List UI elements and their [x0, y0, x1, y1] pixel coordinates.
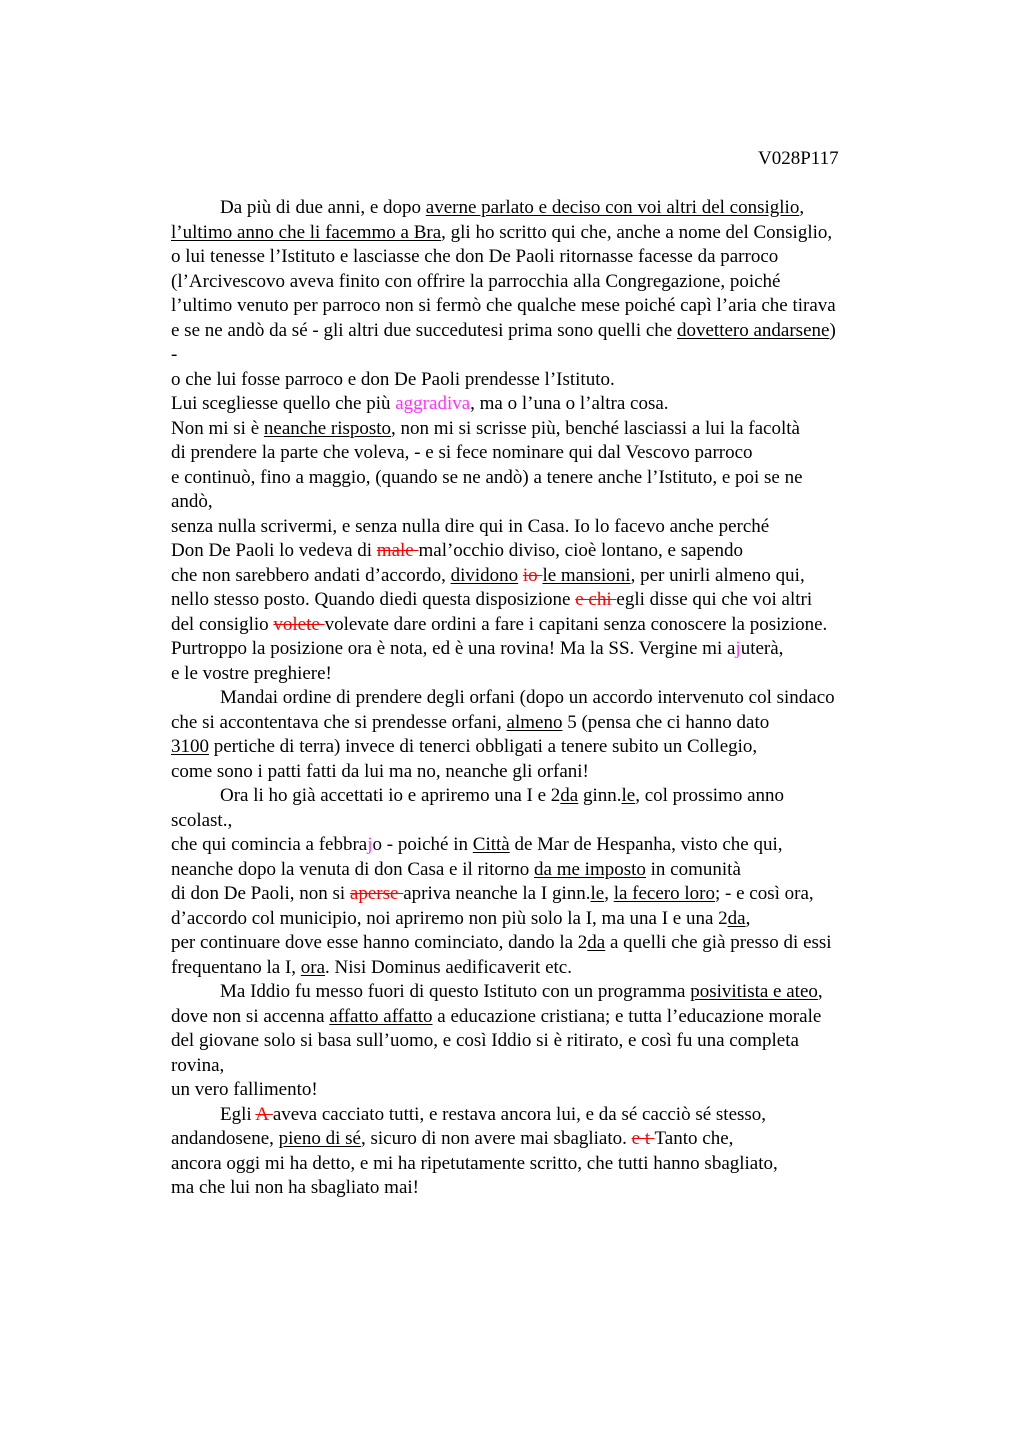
text-line: [171, 1176, 931, 1201]
text-segment: o - poiché in: [372, 834, 473, 855]
text-line: [171, 613, 931, 638]
text-segment: nello stesso posto. Quando diedi questa disposizione: [171, 589, 576, 610]
text-segment: aveva cacciato tutti, e restava ancora lui, e da sé cacciò sé stesso,: [272, 1103, 767, 1125]
text-segment: , non mi si scrisse più, benché lasciassi a lui la facoltà: [391, 417, 800, 439]
text-segment: o lui tenesse l’Istituto e lasciasse che don De Paoli ritornasse facesse da parroco: [171, 246, 779, 267]
text-segment: ,: [604, 883, 614, 904]
deleted-text: io: [522, 564, 543, 586]
underlined-text: averne parlato e deciso con voi altri del consiglio: [425, 197, 800, 218]
text-segment: l’ultimo venuto per parroco non si fermò che qualche mese poiché capì l’aria che tirava: [171, 295, 836, 316]
text-segment: Tanto che,: [654, 1128, 734, 1149]
text-line: [171, 931, 931, 956]
text-line: [171, 1005, 931, 1030]
text-segment: per continuare dove esse hanno cominciato, dando la 2: [171, 932, 588, 953]
text-line: [171, 907, 931, 932]
text-line: [171, 490, 931, 515]
text-line: [171, 711, 931, 736]
text-segment: egli disse qui che voi altri: [616, 589, 813, 610]
text-segment: di don De Paoli, non si: [171, 883, 350, 904]
underlined-text: pieno di sé: [278, 1128, 361, 1149]
text-segment: che non sarebbero andati d’accordo,: [171, 564, 451, 586]
underlined-text: le mansioni: [542, 564, 631, 586]
underlined-text: le: [590, 883, 605, 904]
text-segment: scolast.,: [171, 809, 233, 831]
text-segment: ma che lui non ha sbagliato mai!: [171, 1177, 419, 1198]
text-segment: frequentano la I,: [171, 956, 301, 978]
text-segment: che si accontentava che si prendesse orfani,: [171, 711, 507, 733]
text-segment: , ma o l’una o l’altra cosa.: [470, 393, 669, 414]
underlined-text: da me imposto: [534, 858, 646, 880]
inserted-text: j: [735, 638, 741, 659]
text-segment: in comunità: [645, 858, 741, 880]
text-line: [171, 515, 931, 540]
text-segment: Ora li ho già accettati io e apriremo una I e 2: [220, 785, 561, 806]
text-line: [171, 735, 931, 760]
text-segment: , per unirli almeno qui,: [630, 564, 805, 586]
text-line: [171, 760, 931, 785]
text-segment: e se ne andò da sé - gli altri due succedutesi prima sono quelli che: [171, 319, 677, 341]
deleted-text: volete: [273, 613, 325, 635]
underlined-text: da: [727, 907, 746, 929]
text-segment: dove non si accenna: [171, 1005, 330, 1027]
text-line: [171, 1127, 931, 1152]
text-segment: Lui scegliesse quello che più: [171, 393, 396, 414]
text-segment: a quelli che già presso di essi: [605, 932, 832, 953]
text-segment: e continuò, fino a maggio, (quando se ne andò) a tenere anche l’Istituto, e poi se ne: [171, 466, 803, 488]
text-segment: Non mi si è: [171, 417, 264, 439]
text-segment: un vero fallimento!: [171, 1079, 318, 1100]
text-segment: ,: [745, 907, 751, 929]
text-segment: ; - e così ora,: [714, 883, 814, 904]
text-line: [171, 858, 931, 883]
text-segment: rovina,: [171, 1054, 225, 1076]
text-segment: mal’occhio diviso, cioè lontano, e sapendo: [418, 540, 743, 561]
text-segment: come sono i patti fatti da lui ma no, neanche gli orfani!: [171, 760, 589, 782]
text-line: [171, 662, 931, 687]
text-line: [171, 417, 931, 442]
text-line: [171, 980, 931, 1005]
text-segment: Mandai ordine di prendere degli orfani (dopo un accordo intervenuto col sindaco: [220, 687, 835, 708]
underlined-text: almeno: [506, 711, 563, 733]
underlined-text: da: [560, 785, 579, 806]
text-segment: ,: [799, 197, 805, 218]
text-line: [171, 245, 931, 270]
text-line: [171, 441, 931, 466]
text-segment: e le vostre preghiere!: [171, 662, 332, 684]
underlined-text: dividono: [450, 564, 519, 586]
text-line: [171, 956, 931, 981]
text-segment: de Mar de Hespanha, visto che qui,: [509, 834, 783, 855]
text-segment: d’accordo col municipio, noi apriremo non più solo la I, ma una I e una 2: [171, 907, 728, 929]
text-line: [171, 294, 931, 319]
inserted-text: aggradiva: [395, 393, 471, 414]
text-segment: 5 (pensa che ci hanno dato: [562, 711, 770, 733]
text-segment: del giovane solo si basa sull’uomo, e così Iddio si è ritirato, e così fu una completa: [171, 1030, 799, 1051]
underlined-text: da: [587, 932, 606, 953]
text-line: [171, 809, 931, 834]
text-segment: del consiglio: [171, 613, 274, 635]
text-line: [171, 368, 931, 393]
text-segment: che qui comincia a febbra: [171, 834, 368, 855]
page-identifier: V028P117: [758, 148, 839, 169]
text-line: [171, 1054, 931, 1079]
text-line: [171, 588, 931, 613]
underlined-text: neanche risposto: [263, 417, 392, 439]
text-segment: , gli ho scritto qui che, anche a nome del Consiglio,: [441, 221, 833, 243]
text-segment: Egli: [220, 1103, 256, 1125]
text-segment: , sicuro di non avere mai sbagliato.: [360, 1128, 632, 1149]
text-line: [171, 1029, 931, 1054]
text-line: [171, 539, 931, 564]
text-segment: , col prossimo anno: [635, 785, 785, 806]
underlined-text: la fecero loro: [613, 883, 715, 904]
text-segment: apriva neanche la I ginn.: [403, 883, 591, 904]
underlined-text: 3100: [171, 736, 209, 757]
underlined-text: posivitista e ateo: [690, 981, 818, 1002]
deleted-text: male: [376, 540, 419, 561]
text-segment: ): [829, 319, 836, 341]
text-line: [171, 637, 931, 662]
deleted-text: aperse: [349, 883, 404, 904]
text-line: [171, 686, 931, 711]
text-segment: pertiche di terra) invece di tenerci obbligati a tenere subito un Collegio,: [209, 736, 758, 757]
text-segment: ginn.: [578, 785, 622, 806]
text-line: [171, 466, 931, 491]
underlined-text: ora: [300, 956, 326, 978]
text-segment: (l’Arcivescovo aveva finito con offrire la parrocchia alla Congregazione, poiché: [171, 270, 781, 292]
text-segment: volevate dare ordini a fare i capitani senza conoscere la posizione.: [324, 613, 828, 635]
text-segment: uterà,: [740, 638, 784, 659]
text-segment: -: [171, 344, 178, 365]
text-segment: . Nisi Dominus aedificaverit etc.: [325, 956, 572, 978]
underlined-text: l’ultimo anno che li facemmo a Bra: [171, 221, 442, 243]
text-segment: Purtroppo la posizione ora è nota, ed è una rovina! Ma la SS. Vergine mi a: [171, 638, 736, 659]
letter-body: [171, 196, 931, 1201]
deleted-text: e chi: [575, 589, 617, 610]
text-segment: Ma Iddio fu messo fuori di questo Istituto con un programma: [220, 981, 691, 1002]
text-segment: andò,: [171, 491, 213, 512]
text-line: [171, 564, 931, 589]
text-segment: andandosene,: [171, 1128, 279, 1149]
text-line: [171, 270, 931, 295]
text-line: [171, 833, 931, 858]
text-line: [171, 392, 931, 417]
text-line: [171, 319, 931, 344]
text-segment: Don De Paoli lo vedeva di: [171, 540, 377, 561]
underlined-text: dovettero andarsene: [676, 319, 830, 341]
text-segment: ,: [817, 981, 823, 1002]
text-segment: Da più di due anni, e dopo: [220, 197, 426, 218]
text-line: [171, 196, 931, 221]
underlined-text: le: [621, 785, 636, 806]
text-segment: ancora oggi mi ha detto, e mi ha ripetutamente scritto, che tutti hanno sbagliato,: [171, 1152, 778, 1174]
text-segment: o che lui fosse parroco e don De Paoli prendesse l’Istituto.: [171, 368, 615, 390]
underlined-text: Città: [472, 834, 510, 855]
text-segment: senza nulla scrivermi, e senza nulla dire qui in Casa. Io lo facevo anche perché: [171, 515, 770, 537]
text-line: [171, 882, 931, 907]
deleted-text: A: [255, 1103, 273, 1125]
text-segment: a educazione cristiana; e tutta l’educazione morale: [432, 1005, 822, 1027]
text-line: [171, 343, 931, 368]
text-line: [171, 1103, 931, 1128]
underlined-text: affatto affatto: [329, 1005, 433, 1027]
deleted-text: e t: [631, 1128, 655, 1149]
text-segment: neanche dopo la venuta di don Casa e il ritorno: [171, 858, 535, 880]
text-line: [171, 1078, 931, 1103]
text-segment: di prendere la parte che voleva, - e si fece nominare qui dal Vescovo parroco: [171, 442, 753, 463]
text-line: [171, 221, 931, 246]
text-line: [171, 784, 931, 809]
text-line: [171, 1152, 931, 1177]
inserted-text: j: [367, 834, 373, 855]
